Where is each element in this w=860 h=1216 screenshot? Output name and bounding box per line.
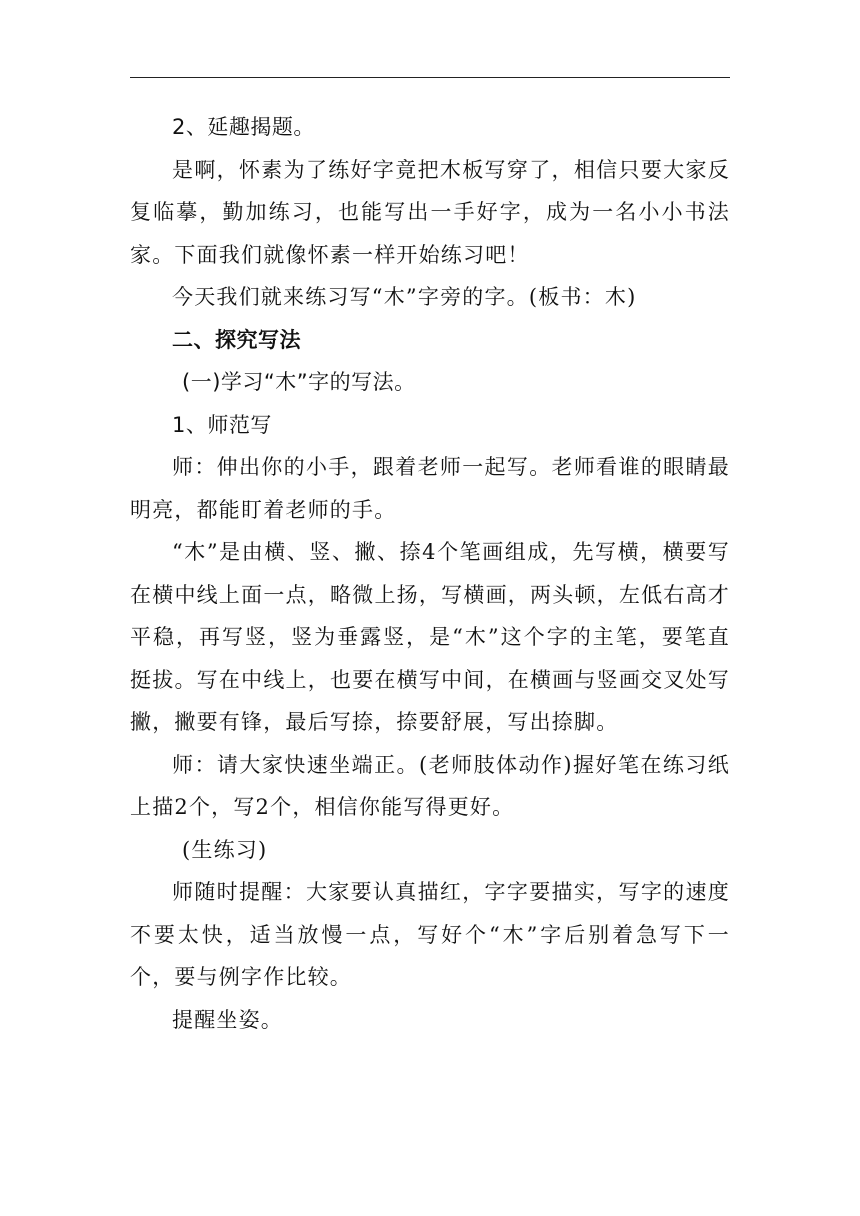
step-heading-delight: 2、延趣揭题。 [172, 115, 315, 139]
step-heading-demo: 1、师范写 [172, 412, 272, 437]
paragraph-huaisu: 是啊，怀素为了练好字竟把木板写穿了，相信只要大家反复临摹，勤加练习，也能写出一手好字，成为一名小小书法家。下面我们就像怀素一样开始练习吧！ [130, 157, 730, 267]
paragraph-teacher-2: 师：请大家快速坐端正。(老师肢体动作)握好笔在练习纸上描2个，写2个，相信你能写得更好。 [130, 752, 730, 819]
paragraph-strokes: “木”是由横、竖、撇、捺4个笔画组成，先写横，横要写在横中线上面一点，略微上扬，写横画，两头顿，左低右高才平稳，再写竖，竖为垂露竖，是“木”这个字的主笔，要笔直挺拔。写在中线上，也要在横写中间，在横画与竖画交叉处写撇，撇要有锋，最后写捺，捺要舒展，写出捺脚。 [130, 540, 730, 734]
header-rule [130, 77, 730, 78]
section-heading-explore: 二、探究写法 [172, 327, 301, 352]
paragraph-posture: 提醒坐姿。 [172, 1007, 283, 1032]
document-body [130, 106, 730, 1041]
paragraph-practice: (生练习) [182, 837, 268, 862]
paragraph-reminder: 师随时提醒：大家要认真描红，字字要描实，写字的速度不要太快，适当放慢一点，写好个“木”字后别着急写下一个，要与例字作比较。 [130, 880, 730, 989]
paragraph-teacher-1: 师：伸出你的小手，跟着老师一起写。老师看谁的眼睛最明亮，都能盯着老师的手。 [130, 455, 730, 522]
paragraph-today: 今天我们就来练习写“木”字旁的字。(板书：木) [172, 285, 637, 309]
subsection-heading-learn-mu: (一)学习“木”字的写法。 [182, 370, 416, 394]
